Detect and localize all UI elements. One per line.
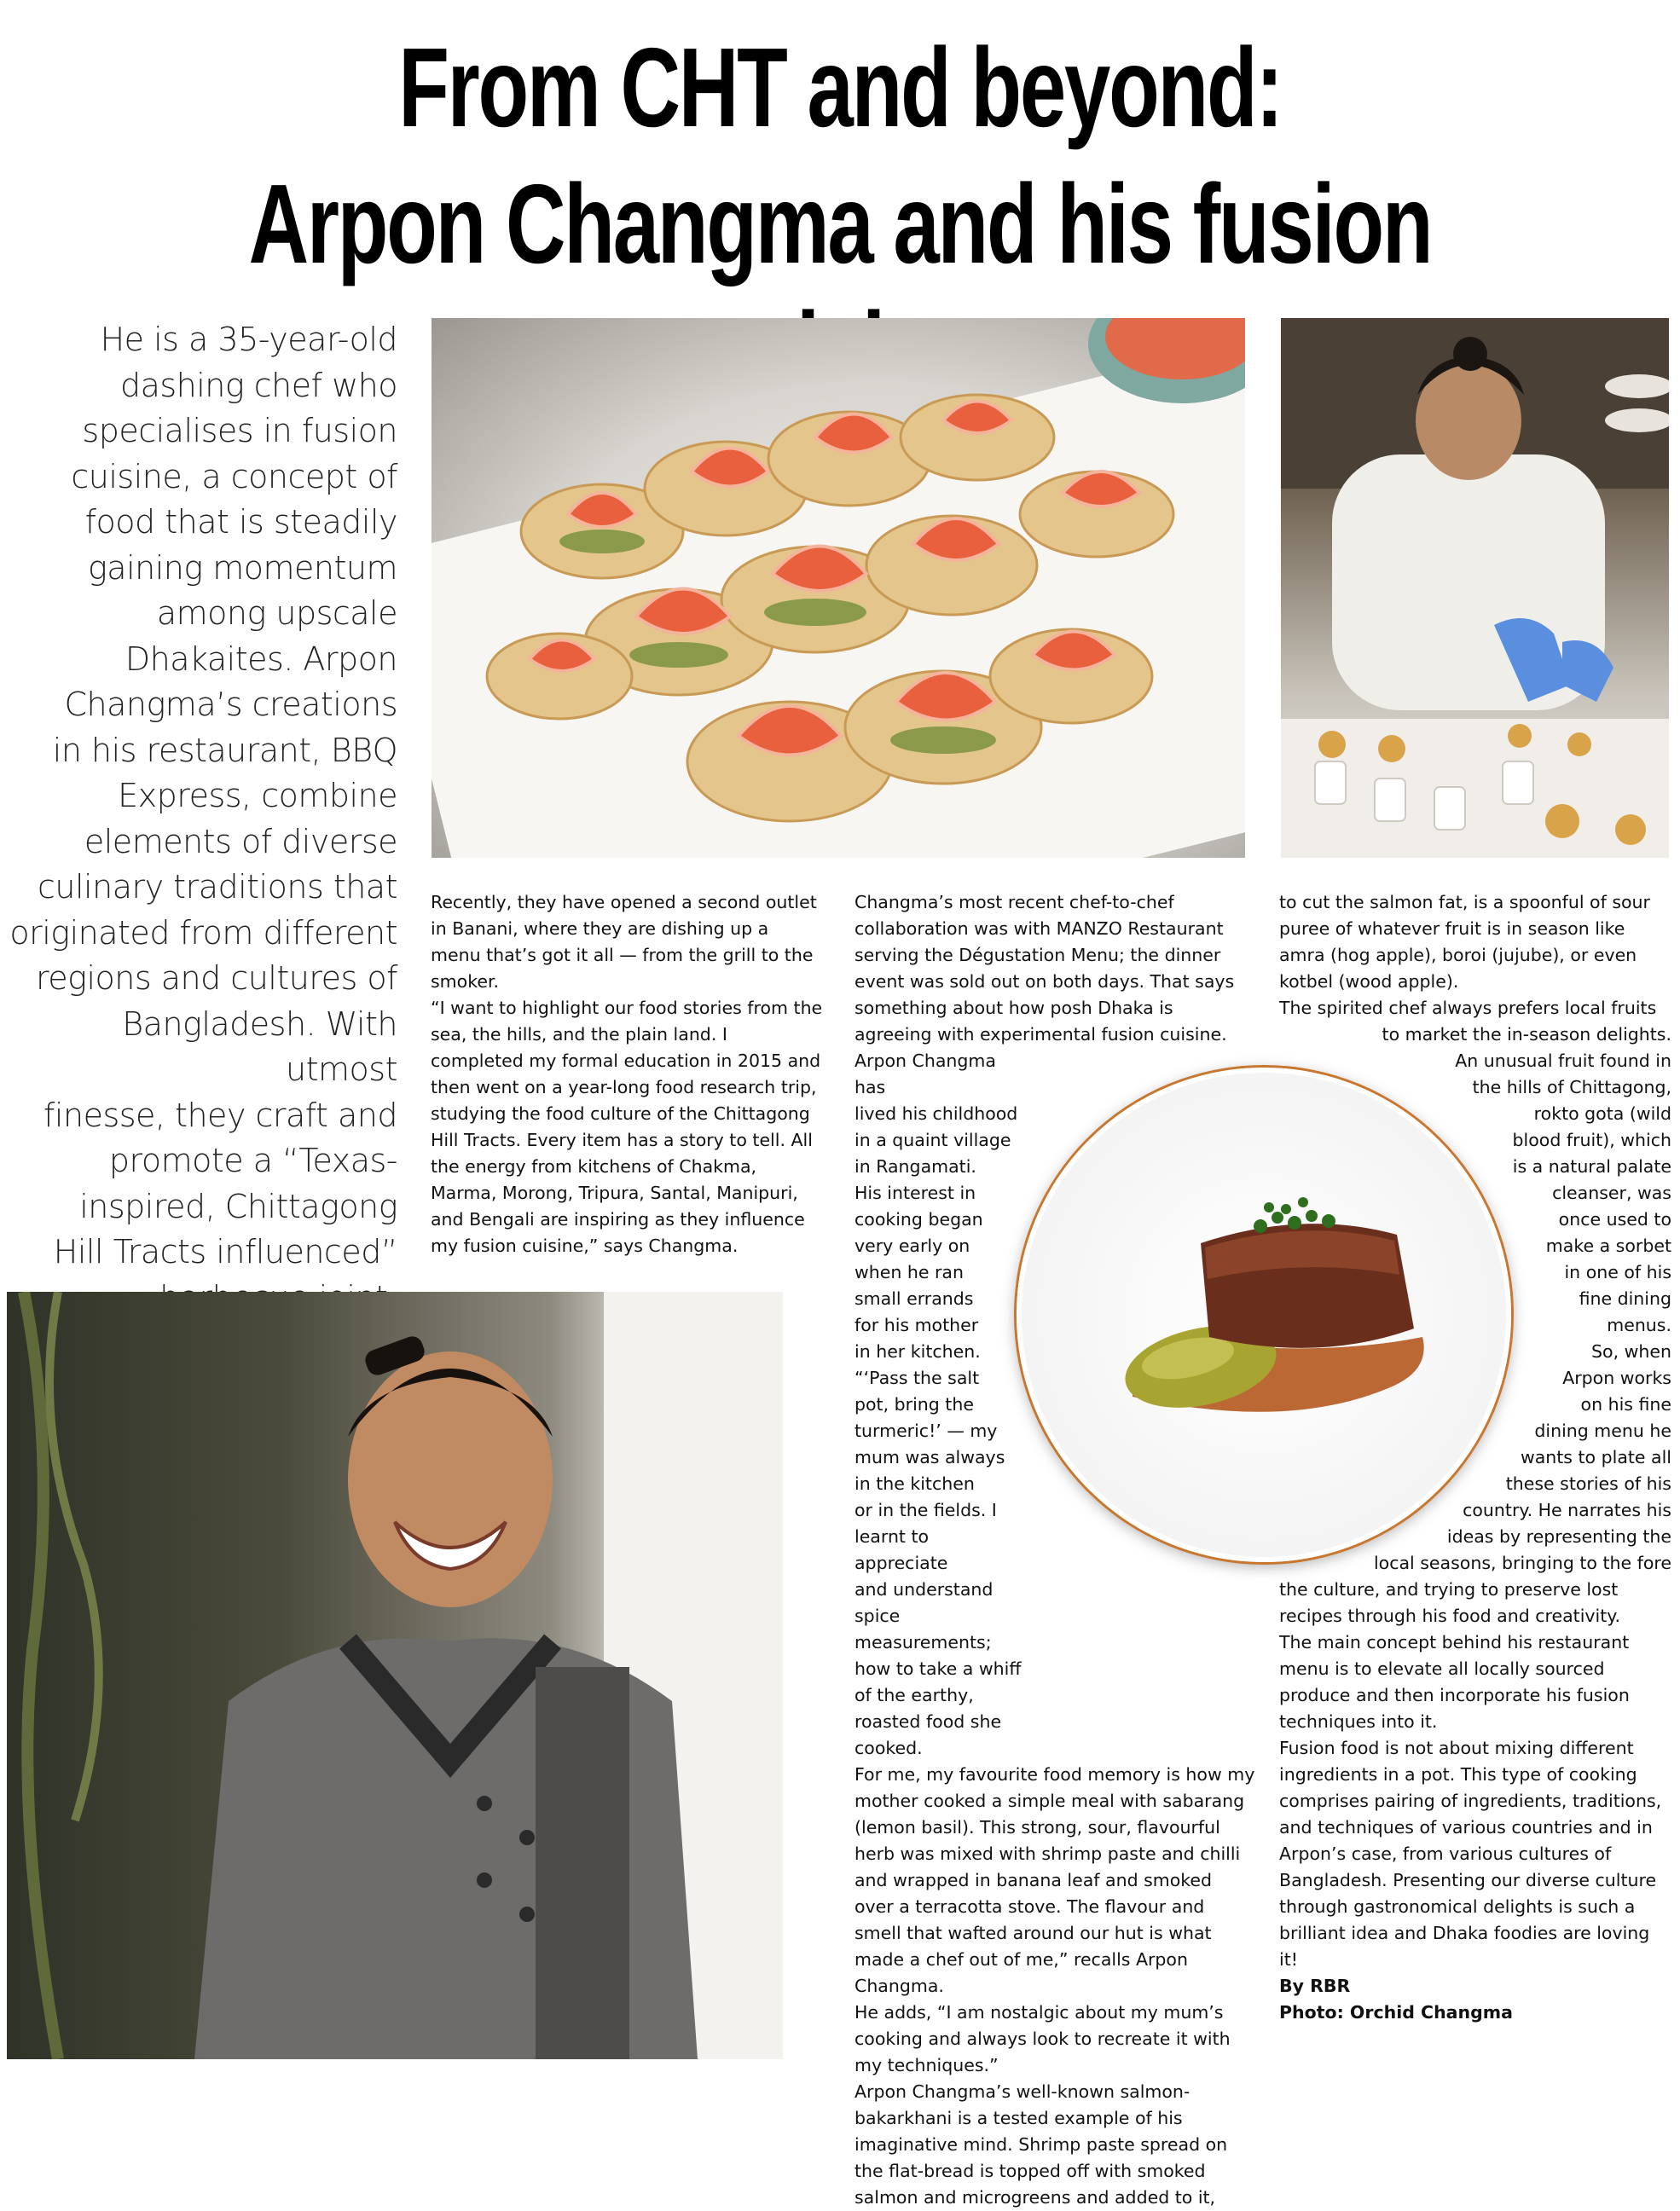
intro-line: among upscale — [156, 594, 397, 632]
intro-line: He is a 35-year-old — [100, 321, 397, 358]
text-line: very early on — [854, 1236, 970, 1256]
text-line: in a quaint village — [854, 1130, 1011, 1150]
text-line: is a natural palate — [1512, 1156, 1671, 1177]
text-line: blood fruit), which — [1512, 1130, 1671, 1150]
text-line: cleanser, was — [1552, 1183, 1671, 1203]
intro-line: finesse, they craft and — [43, 1096, 397, 1134]
chef-portrait-illustration — [7, 1292, 783, 2059]
text-line: cooking began — [854, 1209, 983, 1230]
text-line: An unusual fruit found in — [1455, 1051, 1671, 1071]
intro-line: originated from different — [9, 913, 397, 952]
text-line: once used to — [1558, 1209, 1671, 1230]
text-line: in the kitchen — [854, 1473, 975, 1494]
text-line: to market the in-season delights. — [1382, 1024, 1671, 1045]
intro-line: in his restaurant, BBQ — [52, 731, 397, 769]
headline-line-1: From CHT and beyond: — [398, 25, 1282, 150]
text-line: Arpon works — [1562, 1368, 1671, 1388]
paragraph: Fusion food is not about mixing different ingredients in a pot. This type of cooking comprises pairing of ingredients, traditions, and techniques of various countries and in Arpon’s case, from various cultures of Bangladesh. Presenting our diverse culture through gastronomical delights is such a brilliant idea and Dhaka foodies are loving it! — [1279, 1738, 1662, 1970]
text-line: Arpon Changma has — [854, 1051, 996, 1097]
text-line: in Rangamati. — [854, 1156, 976, 1177]
text-line: when he ran — [854, 1262, 964, 1282]
text-line: wants to plate all — [1520, 1447, 1671, 1467]
text-line: learnt to appreciate — [854, 1526, 948, 1573]
intro-line: specialises in fusion — [82, 412, 397, 449]
intro-line: Hill Tracts influenced” — [53, 1233, 397, 1270]
text-line: menus. — [1607, 1315, 1671, 1335]
paragraph: For me, my favourite food memory is how my mother cooked a simple meal with sabarang (lemon basil). This strong, sour, flavourful herb was mixed with shrimp paste and chilli and wrapped in banana leaf and smoked over a terracotta stove. The flavour and smell that wafted around our hut is what made a chef out of me,” recalls Arpon Changma. — [854, 1764, 1255, 1996]
text-line: ideas by representing the — [1446, 1526, 1671, 1547]
photo-plated-dish — [1017, 1068, 1511, 1562]
text-line: So, when — [1591, 1341, 1671, 1362]
text-line: the hills of Chittagong, — [1472, 1077, 1671, 1097]
intro-line: Changma’s creations — [64, 686, 397, 723]
text-line: make a sorbet — [1545, 1236, 1671, 1256]
intro-line: regions and cultures of — [36, 959, 397, 997]
paragraph: The spirited chef always prefers local fruits — [1279, 998, 1657, 1018]
intro-line: elements of diverse — [84, 822, 397, 860]
text-line: and understand spice — [854, 1579, 994, 1626]
text-line: rokto gota (wild — [1533, 1103, 1671, 1124]
intro-line: dashing chef who — [119, 366, 397, 404]
text-line: or in the fields. I — [854, 1500, 997, 1520]
text-line: of the earthy, roasted food she cooked. — [854, 1685, 1002, 1758]
paragraph: the culture, and trying to preserve lost recipes through his food and creativity. — [1279, 1579, 1620, 1626]
paragraph: He adds, “I am nostalgic about my mum’s cooking and always look to recreate it with my techniques.” — [854, 2002, 1231, 2075]
photo-salmon-canapes — [432, 318, 1245, 858]
paragraph: “I want to highlight our food stories from the sea, the hills, and the plain land. I completed my formal education in 2015 and then went on a year-long food research trip, studying the food culture of the Chittagong Hill Tracts. Every item has a story to tell. All the energy from kitchens of Chakma, Marma, Morong, Tripura, Santal, Manipuri, and Bengali are inspiring as they influence my fusion cuisine,” says Changma. — [431, 998, 823, 1256]
text-line: His interest in — [854, 1183, 976, 1203]
intro-line: gaining momentum — [87, 548, 397, 587]
intro-line: Bangladesh. With utmost — [122, 1004, 397, 1088]
photo-chef-plating — [1281, 318, 1669, 858]
text-line: local seasons, bringing to the fore — [1373, 1553, 1671, 1573]
intro-line: promote a “Texas- — [108, 1142, 397, 1179]
intro-line: food that is steadily — [84, 503, 397, 541]
plated-dish-illustration — [1022, 1073, 1506, 1557]
wrapped-text — [854, 1048, 1025, 1762]
intro-line: cuisine, a concept of — [71, 457, 397, 495]
text-line: mum was always — [854, 1447, 1005, 1467]
byline: By RBR — [1279, 1976, 1351, 1996]
text-line: “‘Pass the salt — [854, 1368, 980, 1388]
photo-chef-portrait — [7, 1292, 783, 2059]
intro-line: Dhakaites. Arpon — [125, 640, 397, 678]
salmon-canapes-illustration — [432, 318, 1245, 858]
intro-line: culinary traditions that — [38, 868, 397, 906]
text-line: turmeric!’ — my — [854, 1421, 998, 1441]
photo-credit: Photo: Orchid Changma — [1279, 2002, 1513, 2023]
text-line: dining menu he — [1534, 1421, 1671, 1441]
text-line: in one of his — [1564, 1262, 1671, 1282]
text-line: for his mother — [854, 1315, 979, 1335]
text-line: on his fine — [1580, 1394, 1671, 1415]
paragraph: Recently, they have opened a second outlet in Banani, where they are dishing up a menu that’s got it all — from the grill to the smoker. — [431, 892, 817, 992]
text-line: in her kitchen. — [854, 1341, 981, 1362]
text-line: lived his childhood — [854, 1103, 1018, 1124]
paragraph: The main concept behind his restaurant menu is to elevate all locally sourced produce and then incorporate his fusion techniques into it. — [1279, 1632, 1630, 1732]
intro-text — [7, 317, 397, 1321]
text-line: these stories of his — [1505, 1473, 1671, 1494]
text-line: fine dining — [1579, 1288, 1671, 1309]
text-line: small errands — [854, 1288, 974, 1309]
text-line: country. He narrates his — [1463, 1500, 1671, 1520]
text-line: pot, bring the — [854, 1394, 974, 1415]
intro-line: inspired, Chittagong — [79, 1187, 397, 1225]
text-line: measurements; how to take a whiff — [854, 1632, 1022, 1679]
headline-line-2: Arpon Changma and his fusion — [248, 161, 1432, 287]
intro-line: Express, combine — [118, 777, 397, 814]
paragraph: Arpon Changma’s well-known salmon-bakarkhani is a tested example of his imaginative mind. Shrimp paste spread on the flat-bread is topped off with smoked salmon and microgreens and added to it, — [854, 2081, 1228, 2208]
article-column-1 — [431, 889, 823, 1259]
chef-plating-illustration — [1281, 318, 1669, 858]
paragraph: to cut the salmon fat, is a spoonful of sour puree of whatever fruit is in season like amra (hog apple), boroi (jujube), or even kotbel (wood apple). — [1279, 892, 1650, 992]
paragraph: Changma’s most recent chef-to-chef collaboration was with MANZO Restaurant serving the Dégustation Menu; the dinner event was sold out on both days. That says something about how posh Dhaka is agreeing with experimental fusion cuisine. — [854, 892, 1235, 1045]
